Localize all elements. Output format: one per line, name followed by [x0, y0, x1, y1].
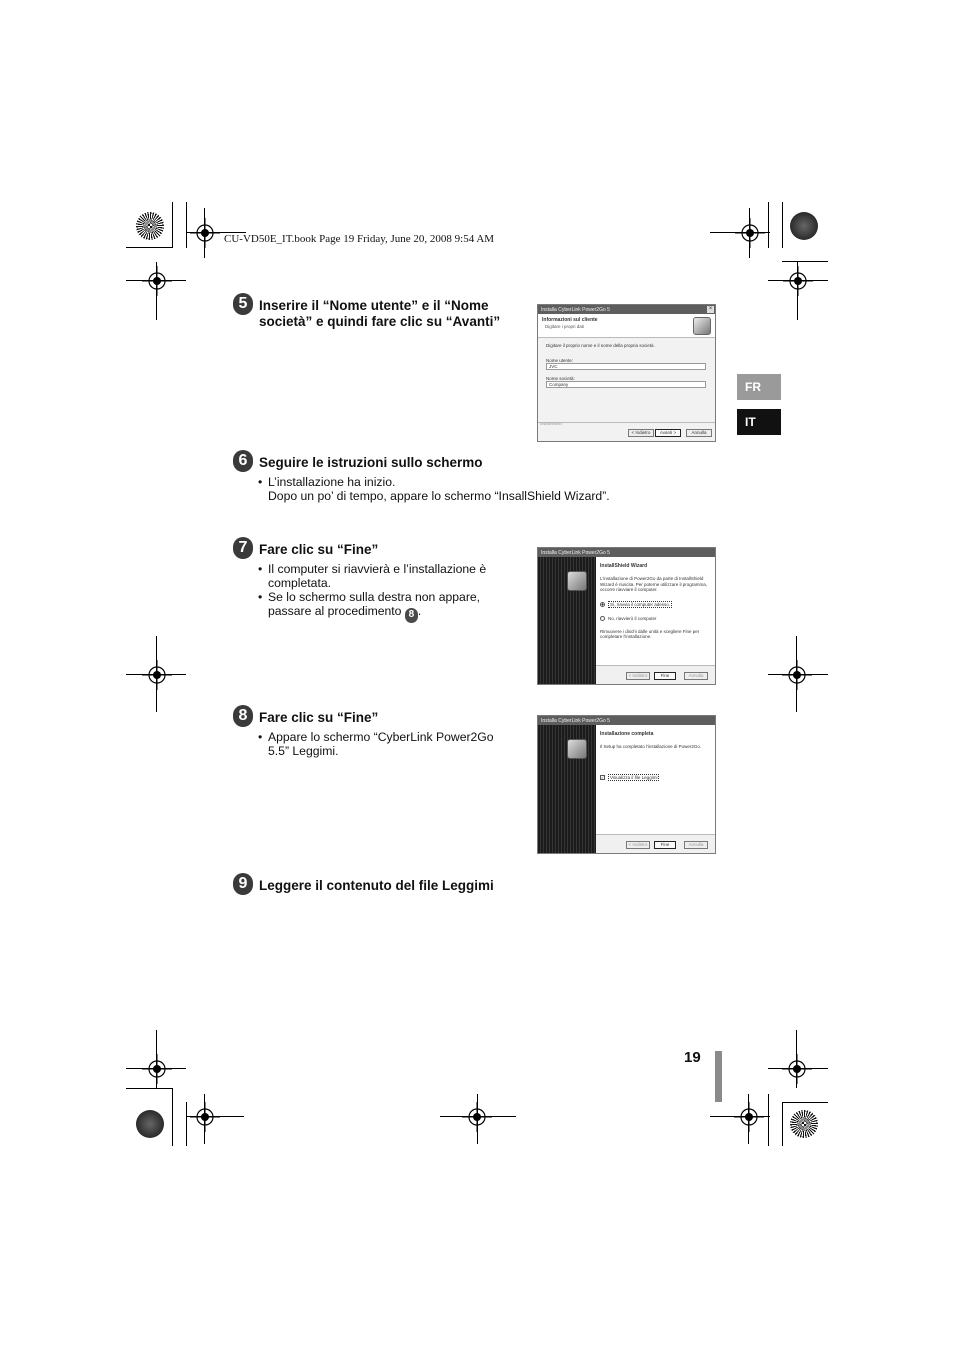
list-item: • Appare lo schermo “CyberLink Power2Go 5.5” Leggimi.: [258, 730, 494, 758]
wizard-side-banner: [538, 557, 596, 684]
finish-button[interactable]: Fine: [654, 672, 676, 680]
bullet-punctuation: .: [417, 604, 422, 618]
step-5-title-line: società” e quindi fare clic su “Avanti”: [259, 314, 501, 329]
registration-target-icon: [462, 1102, 492, 1132]
registration-target-icon: [190, 1102, 220, 1132]
dialog-titlebar: [538, 305, 715, 314]
step-6-body: [258, 475, 610, 503]
radio-icon[interactable]: [600, 616, 605, 621]
dialog-body: [538, 338, 715, 393]
step-number-badge: 7: [233, 537, 253, 559]
wizard-footer: [596, 834, 715, 853]
language-tab-it[interactable]: IT: [737, 409, 781, 435]
registration-target-icon: [142, 266, 172, 296]
registration-target-icon: [782, 660, 812, 690]
dialog-title: Installa CyberLink Power2Go 5: [541, 549, 610, 556]
option-label: No, riavvierò il computer: [608, 615, 657, 621]
cancel-button[interactable]: Annulla: [686, 429, 712, 437]
step-reference-badge: 8: [405, 608, 418, 623]
page-number: 19: [684, 1049, 701, 1066]
cancel-button[interactable]: Annulla: [684, 672, 708, 680]
registration-target-icon: [782, 1054, 812, 1084]
bullet-text: Se lo schermo sulla destra non appare,: [268, 590, 481, 604]
step-5-title-line: Inserire il “Nome utente” e il “Nome: [259, 298, 489, 313]
dialog-titlebar: [538, 548, 715, 557]
step-number-badge: 5: [233, 293, 253, 315]
installer-icon: [567, 571, 587, 591]
list-item: • L’installazione ha inizio. Dopo un po’ di tempo, appare lo schermo “InsallShield Wizard”.: [258, 475, 610, 503]
bullet-text: Appare lo schermo “CyberLink Power2Go: [268, 730, 494, 744]
radio-selected-icon[interactable]: [600, 602, 605, 607]
registration-burst-icon: [790, 1110, 818, 1138]
step-5-title: [259, 298, 500, 330]
company-name-input[interactable]: Company: [546, 381, 706, 388]
dialog-header: [538, 314, 715, 338]
bullet-text: Dopo un po’ di tempo, appare lo schermo “InsallShield Wizard”.: [268, 489, 610, 503]
back-button[interactable]: < Indietro: [626, 841, 650, 849]
user-name-input[interactable]: JVC: [546, 363, 706, 370]
bullet-text: Il computer si riavvierà e l’installazione è: [268, 562, 487, 576]
wizard-title: Installazione completa: [600, 731, 654, 737]
dialog-header-title: Informazioni sul cliente: [542, 317, 598, 323]
step-number-badge: 8: [233, 705, 253, 727]
dialog-title: Installa CyberLink Power2Go 5: [541, 717, 610, 724]
registration-burst-icon: [790, 212, 818, 240]
step-9-title: Leggere il contenuto del file Leggimi: [259, 878, 494, 893]
registration-target-icon: [735, 218, 765, 248]
bullet-text: 5.5” Leggimi.: [268, 744, 339, 758]
view-readme-option[interactable]: [600, 774, 711, 781]
dialog-header-subtitle: Digitare i propri dati: [545, 324, 585, 329]
installshield-brand: InstallShield: [540, 421, 562, 426]
dialog-title: Installa CyberLink Power2Go 5: [541, 306, 610, 313]
step-number-badge: 9: [233, 873, 253, 895]
step-7-title: Fare clic su “Fine”: [259, 542, 379, 557]
step-7-body: [258, 562, 486, 623]
book-header: CU-VD50E_IT.book Page 19 Friday, June 20, 2008 9:54 AM: [224, 233, 495, 245]
wizard-side-banner: [538, 725, 596, 853]
user-name-label: Nome utente:: [546, 358, 574, 363]
installer-icon: [567, 739, 587, 759]
restart-now-option[interactable]: [600, 601, 711, 608]
wizard-note: Rimuovere i dischi dalle unità e scegliere Fine per completare l'installazione.: [600, 628, 700, 639]
registration-target-icon: [190, 218, 220, 248]
bullet-text: completata.: [268, 576, 332, 590]
registration-burst-icon: [136, 212, 164, 240]
bullet-text: L’installazione ha inizio.: [268, 475, 396, 489]
installshield-wizard-dialog: [537, 547, 716, 685]
list-item: • Il computer si riavvierà e l’installazione è completata.: [258, 562, 487, 590]
dialog-titlebar: [538, 716, 715, 725]
cancel-button[interactable]: Annulla: [684, 841, 708, 849]
finish-button[interactable]: Fine: [654, 841, 676, 849]
dialog-prompt: Digitare il proprio nome e il nome della propria società.: [546, 343, 655, 348]
company-name-label: Nome società:: [546, 376, 575, 381]
close-icon[interactable]: ×: [708, 306, 713, 312]
step-8-title: Fare clic su “Fine”: [259, 710, 379, 725]
checkbox-checked-icon[interactable]: ✓: [601, 774, 605, 780]
back-button[interactable]: < Indietro: [628, 429, 654, 437]
installation-complete-dialog: [537, 715, 716, 854]
registration-target-icon: [734, 1102, 764, 1132]
wizard-footer: [596, 665, 715, 684]
back-button[interactable]: < Indietro: [626, 672, 650, 680]
bullet-text: passare al procedimento: [268, 604, 402, 618]
registration-target-icon: [783, 266, 813, 296]
next-button[interactable]: Avanti >: [655, 429, 681, 437]
language-tab-fr[interactable]: FR: [737, 374, 781, 400]
installer-icon: [693, 317, 711, 335]
page-edge-bar: [715, 1051, 722, 1102]
step-6-title: Seguire le istruzioni sullo schermo: [259, 455, 483, 470]
restart-later-option[interactable]: [600, 616, 711, 621]
registration-target-icon: [142, 660, 172, 690]
registration-target-icon: [142, 1054, 172, 1084]
registration-burst-icon: [136, 1110, 164, 1138]
wizard-text: Il Setup ha completato l'installazione di Power2Go.: [600, 744, 702, 749]
wizard-content: [596, 725, 715, 834]
step-number-badge: 6: [233, 450, 253, 472]
checkbox-label: Visualizza il file Leggimi: [610, 774, 658, 780]
step-8-body: [258, 730, 494, 758]
list-item: • Se lo schermo sulla destra non appare, passare al procedimento 8 .: [258, 590, 486, 623]
option-label: Sì, riavvia il computer adesso.: [610, 601, 671, 607]
wizard-text: L'installazione di Power2Go da parte di InstallShield Wizard è riuscita. Per poterne utilizzare il programma, occorre riavviare il computer.: [600, 576, 708, 592]
customer-info-dialog: [537, 304, 716, 442]
wizard-content: [596, 557, 715, 665]
wizard-title: InstallShield Wizard: [600, 563, 648, 569]
